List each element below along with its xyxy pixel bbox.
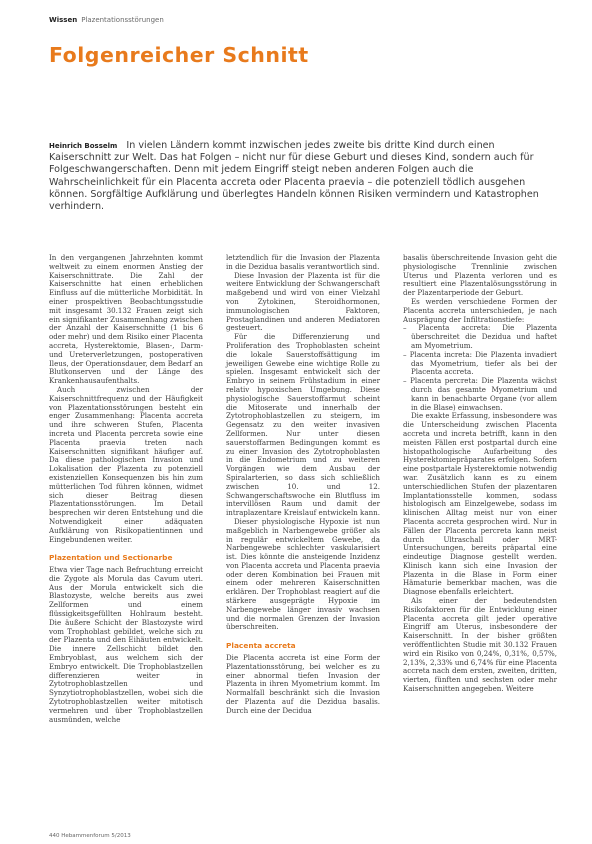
list-item: – Placenta percreta: Die Plazenta wächst durch das gesamte Myometrium und kann in benachbarte Organe (vor allem in die Blase) einwachsen. xyxy=(403,376,557,412)
paragraph: Auch zwischen der Kaiserschnittfrequenz und der Häufigkeit von Plazentationsstörungen besteht ein enger Zusammenhang: Placenta accreta und ihre schweren Stufen, Placenta increta und Placenta percreta sowie eine Placenta praevia treten nach Kaiserschnitten signifikant häufiger auf. Da diese pathologischen Invasion und Lokalisation der Plazenta zu potenziell existenziellen Konsequenzen bis hin zum mütterlichen Tod führen können, widmet sich dieser Beitrag diesen Plazentationsstörungen. Im Detail besprechen wir deren Entstehung und die Notwendigkeit einer adäquaten Aufklärung von Risikopatientinnen und Eingebundenen weiter. xyxy=(49,384,203,544)
text-column-3 xyxy=(403,254,557,694)
article-title: Folgenreicher Schnitt xyxy=(49,43,309,67)
section-label: Wissen xyxy=(49,16,78,24)
paragraph: Etwa vier Tage nach Befruchtung erreicht die Zygote als Morula das Cavum uteri. Aus der Morula entwickelt sich die Blastozyste, welche bereits aus zwei Zellformen und einem flüssigkeitsgefüllten Hohlraum besteht. Die äußere Schicht der Blastozyste wird vom Trophoblast gebildet, welche sich zu der Plazenta und den Eihäuten entwickelt. Die innere Zellschicht bildet den Embryoblast, aus welchem sich der Embryo entwickelt. Die Trophoblastzellen differenzieren weiter in Zytotrophoblastzellen und Synzytiotrophoblastzellen, wobei sich die Zytotrophoblastzellen weiter mitotisch vermehren und über Trophoblastzellen ausmünden, welche xyxy=(49,565,203,724)
paragraph: In den vergangenen Jahrzehnten kommt weltweit zu einem enormen Anstieg der Kaiserschnittrate. Die Zahl der Kaiserschnitte hat einen erheblichen Einfluss auf die mütterliche Morbidität. In einer prospektiven Beobachtungsstudie mit insgesamt 30.132 Frauen zeigt sich ein signifikanter Zusammenhang zwischen der Anzahl der Kaiserschnitte (1 bis 6 oder mehr) und dem Risiko einer Placenta accreta, Hysterektomie, Blasen-, Darm- und Ureterverletzungen, postoperativen Ileus, der Operationsdauer, dem Bedarf an Blutkonserven und der Länge des Krankenhausaufenthalts. xyxy=(49,253,203,386)
lead-text: In vielen Ländern kommt inzwischen jedes zweite bis dritte Kind durch einen Kaiserschnitt zur Welt. Das hat Folgen – nicht nur für diese Geburt und dieses Kind, sondern auch für Folgeschwangerschaften. Denn mit jedem Eingriff steigt neben anderen Folgen auch die Wahrscheinlichkeit für ein Placenta accreta oder Placenta praevia – die potenziell tödlich ausgehen können. Sorgfältige Aufklärung und überlegtes Handeln können Risiken vermindern und Katastrophen verhindern. xyxy=(49,140,539,213)
subsection-label: Plazentationsstörungen xyxy=(81,16,164,24)
author-name: Heinrich Bosselm xyxy=(49,142,118,150)
paragraph: Dieser physiologische Hypoxie ist nun maßgeblich in Narbengewebe größer als in regulär entwickeltem Gewebe, da Narbengewebe schlechter vaskularisiert ist. Dies könnte die ansteigende Inzidenz von Placenta accreta und Placenta praevia oder deren Kombination bei Frauen mit einem oder mehreren Kaiserschnitten erklären. Der Trophoblast reagiert auf die stärkere ausgeprägte Hypoxie im Narbengewebe länger invasiv wachsen und die normalen Grenzen der Invasion überschreiten. xyxy=(226,516,380,632)
page-footer: 440 Hebammenforum 5/2013 xyxy=(49,833,131,839)
text-column-2 xyxy=(226,254,380,716)
text-column-1 xyxy=(49,254,203,724)
paragraph: basalis überschreitende Invasion geht die physiologische Trennlinie zwischen Uterus und Plazenta verloren und es resultiert eine Plazentalösungsstörung in der Plazentarperiode der Geburt. xyxy=(403,253,557,298)
list-item: – Placenta increta: Die Plazenta invadiert das Myometrium, tiefer als bei der Placenta accreta. xyxy=(403,349,557,377)
accreta-forms-list xyxy=(403,324,557,412)
article-lead xyxy=(49,140,559,213)
paragraph: Es werden verschiedene Formen der Placenta accreta unterschieden, je nach Ausprägung der Infiltrationstiefe: xyxy=(403,296,557,324)
section-heading: Plazentation und Sectionarbe xyxy=(49,553,173,563)
paragraph: Die exakte Erfassung, insbesondere was die Unterscheidung zwischen Placenta accreta und increta betrifft, kann in den meisten Fällen erst postpartal durch eine histopathologische Aufarbeitung des Hysterektomiepräparates erfolgen. Sofern eine postpartale Hysterektomie notwendig war. Zusätzlich kann es zu einem unterschiedlichen Stufen der plazentaren Implantationsstelle kommen, sodass histologisch am Einzelgewebe, sodass im klinischen Alltag meist nur von einer Placenta accreta gesprochen wird. Nur in Fällen der Placenta percreta kann meist durch Ultraschall oder MRT-Untersuchungen, bereits präpartal eine eindeutige Diagnose gestellt werden. Klinisch kann sich eine Invasion der Plazenta in die Blase in Form einer Hämaturie bemerkbar machen, was die Diagnose ebenfalls erleichtert. xyxy=(403,411,557,597)
paragraph: Die Placenta accreta ist eine Form der Plazentationsstörung, bei welcher es zu einer abnormal tiefen Invasion der Plazenta in ihren Myometrium kommt. Im Normalfall beschränkt sich die Invasion der Plazenta auf die Dezidua basalis. Durch eine der Decidua xyxy=(226,653,380,715)
paragraph: Diese Invasion der Plazenta ist für die weitere Entwicklung der Schwangerschaft maßgebend und wird von einer Vielzahl von Zytokinen, Steroidhormonen, immunologischen Faktoren, Prostaglandinen und anderen Mediatoren gesteuert. xyxy=(226,270,380,333)
section-heading: Placenta accreta xyxy=(226,641,296,651)
section-kicker xyxy=(49,16,164,24)
paragraph: letztendlich für die Invasion der Plazenta in die Dezidua basalis verantwortlich sind. xyxy=(226,253,380,271)
paragraph: Als einer der bedeutendsten Risikofaktoren für die Entwicklung einer Placenta accreta gilt jeder operative Eingriff am Uterus, insbesondere der Kaiserschnitt. In der bisher größten veröffentlichten Studie mit 30.132 Frauen wird ein Risiko von 0,24%, 0,31%, 0,57%, 2,13%, 2,33% und 6,74% für eine Placenta accreta nach dem ersten, zweiten, dritten, vierten, fünften und sechsten oder mehr Kaiserschnitten angegeben. Weitere xyxy=(403,596,557,694)
paragraph: Für die Differenzierung und Proliferation des Trophoblasten scheint die lokale Sauerstoffsättigung im jeweiligen Gewebe eine wichtige Rolle zu spielen. Insgesamt entwickelt sich der Embryo in seinem Frühstadium in einer relativ hypoxischen Umgebung. Diese physiologische Sauerstoffarmut scheint die Mitoserate und innerhalb der Zytotrophoblastzellen zu steigern, im Gegensatz zu den weiter invasiven Zellformen. Nur unter diesen sauerstoffarmen Bedingungen kommt es zu einer Invasion des Zytotrophoblasten in die Endometrium und zu weiteren Vorgängen wie dem Ausbau der Spiralarterien, so dass sich schließlich zwischen 10. und 12. Schwangerschaftswoche ein Blutfluss im intervillösen Raum und damit der intraplazentare Kreislauf entwickeln kann. xyxy=(226,332,380,518)
list-item: – Placenta accreta: Die Plazenta überschreitet die Dezidua und haftet am Myometrium. xyxy=(403,323,557,350)
